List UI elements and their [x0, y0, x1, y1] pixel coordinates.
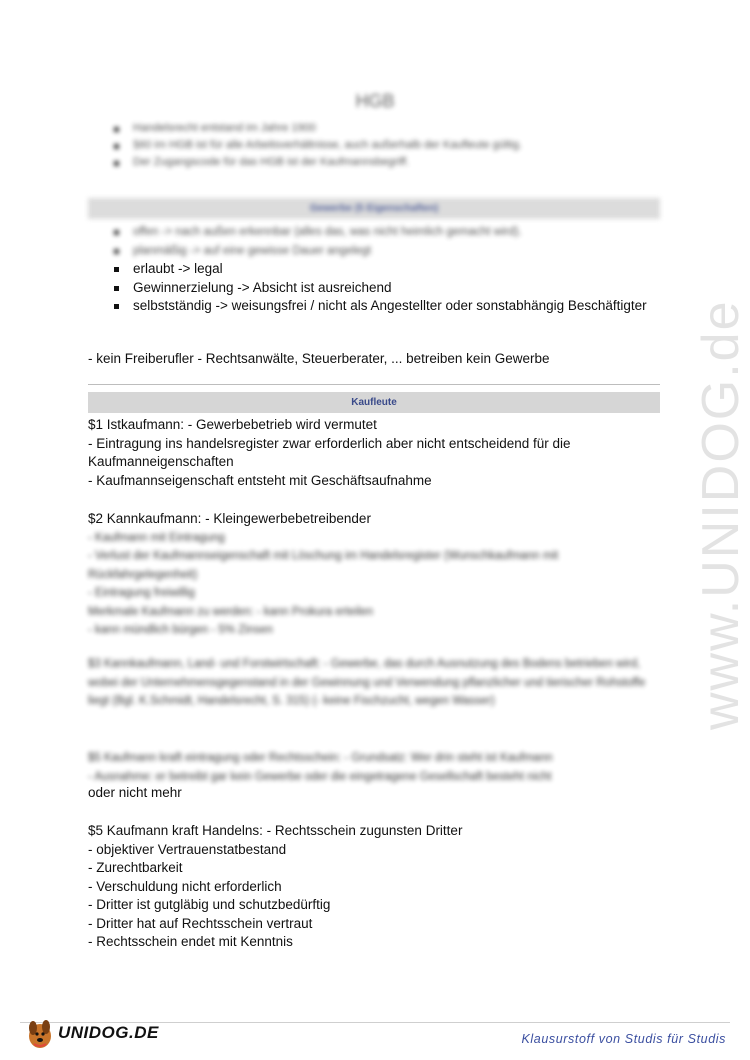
text-line: - Kaufmann mit Eintragung: [88, 531, 225, 544]
text-line: - objektiver Vertrauenstatbestand: [88, 841, 287, 857]
blurred-lines: [88, 529, 653, 640]
watermark: www.UNIDOG.de: [692, 299, 750, 730]
text-line: $1 Istkaufmann: - Gewerbebetrieb wird vermutet: [88, 417, 377, 432]
list-item: erlaubt -> legal: [133, 260, 693, 279]
list-item: Handelsrecht entstand im Jahre 1900: [133, 120, 713, 137]
text-line: - Rechtsschein endet mit Kenntnis: [88, 934, 293, 949]
page-title: HGB: [355, 91, 395, 111]
text-line: - Eintragung freiwillig: [88, 587, 195, 599]
kraft-eintragung-section: [88, 749, 653, 803]
kannkaufmann-section: [88, 510, 653, 640]
text-line: Merkmale Kaufmann zu werden: - kann Prokura erteilen: [88, 605, 374, 618]
footer-slogan: Klausurstoff von Studis für Studis: [521, 1032, 726, 1046]
gewerbe-section-header: Gewerbe (5 Eigenschaften): [88, 198, 660, 219]
gewerbe-list: [88, 223, 693, 316]
text-line: - Kaufmannseigenschaft entsteht mit Geschäftsaufnahme: [88, 472, 432, 488]
text-line: oder nicht mehr: [88, 785, 182, 800]
text-line: - Ausnahme: er betreibt gar kein Gewerbe oder die eingetragene Gesellschaft besteht nicht: [88, 770, 552, 783]
list-item: planmäßig -> auf eine gewisse Dauer angelegt: [133, 242, 693, 261]
text-line: $5 Kaufmann kraft Handelns: - Rechtsschein zugunsten Dritter: [88, 823, 463, 838]
text-line: - Zurechtbarkeit: [88, 860, 183, 875]
text-line: - Verschuldung nicht erforderlich: [88, 878, 282, 894]
list-item: Gewinnerzielung -> Absicht ist ausreichend: [133, 279, 693, 298]
divider: [88, 384, 660, 385]
list-item: §60 im HGB ist für alle Arbeitsverhältnisse, auch außerhalb der Kaufleute gültig.: [133, 137, 713, 154]
text-line: - kann mündlich bürgen - 5% Zinsen: [88, 624, 273, 636]
text-line: - Dritter ist gutgläbig und schutzbedürftig: [88, 897, 331, 912]
text-line: $5 Kaufmann kraft eintragung oder Rechtsschein: - Grundsatz: Wer drin steht ist Kaufmann: [88, 752, 553, 764]
land-forstwirtschaft-section: $3 Kannkaufmann, Land- und Forstwirtschaft: - Gewerbe, das durch Ausnutzung des Bodens betrieben wird, wobei der Unternehmensgegenstand in der Gewinnung und Verwendung pflanzlicher und tierischer Rohstoffe liegt (Bgl. K.Schmidt, Handelsrecht, S. 315) (- keine Fischzucht, wegen Wasser): [88, 658, 646, 707]
kaufleute-section-header: Kaufleute: [88, 392, 660, 413]
list-item: offen -> nach außen erkennbar (alles das, was nicht heimlich gemacht wird).: [133, 223, 693, 242]
freiberufler-note: - kein Freiberufler - Rechtsanwälte, Steuerberater, ... betreiben kein Gewerbe: [88, 351, 550, 366]
text-line: - Eintragung ins handelsregister zwar erforderlich aber nicht entscheidend für die Kaufmanneigenschaften: [88, 435, 571, 469]
list-item: selbstständig -> weisungsfrei / nicht als Angestellter oder sonstabhängig Beschäftigter: [133, 297, 693, 316]
blurred-lines: [88, 749, 653, 786]
list-item: Der Zugangscode für das HGB ist der Kaufmannsbegriff.: [133, 154, 713, 171]
kraft-handelns-section: [88, 822, 653, 952]
text-line: - Dritter hat auf Rechtsschein vertraut: [88, 915, 313, 931]
istkaufmann-section: [88, 416, 653, 490]
intro-list: [88, 120, 713, 171]
text-line: - Verlust der Kaufmannseigenschaft mit Löschung im Handelsregister (Wunschkaufmann mit Rückfahrgelegenheit): [88, 550, 559, 581]
section-heading: $2 Kannkaufmann: - Kleingewerbebetreibender: [88, 511, 371, 526]
logo-text: UNIDOG.DE: [58, 1023, 159, 1042]
